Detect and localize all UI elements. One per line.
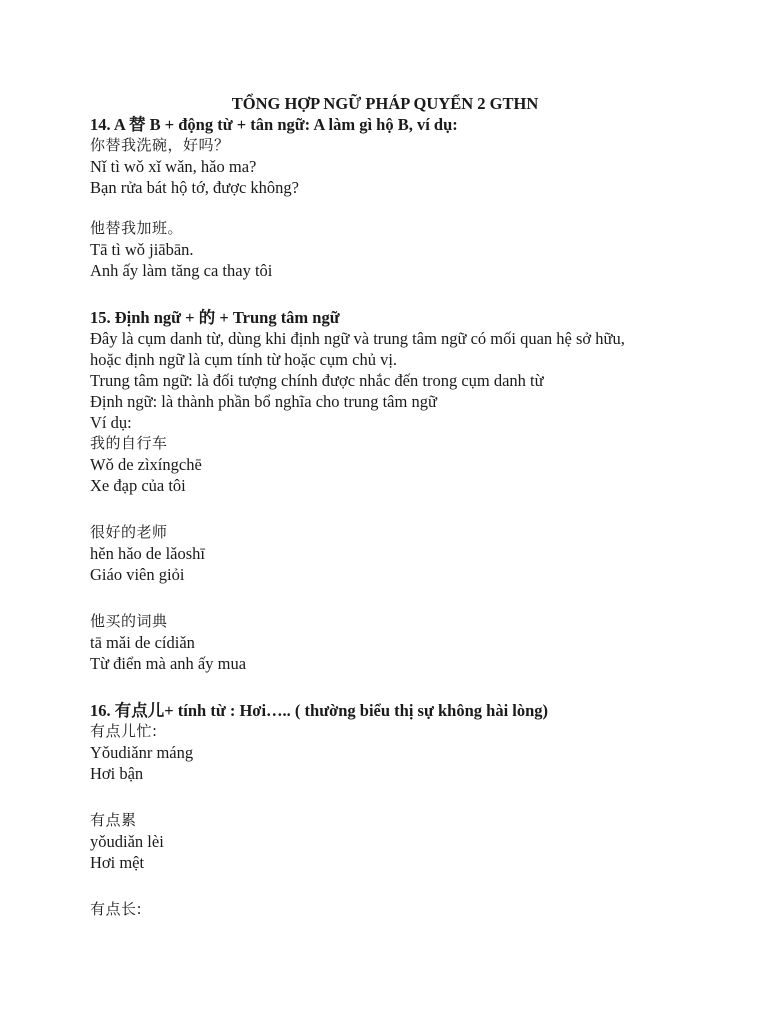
s14-example-1-meaning: Bạn rửa bát hộ tớ, được không?: [90, 178, 299, 197]
s15-example-2-meaning: Giáo viên giỏi: [90, 565, 185, 584]
spacer: [90, 873, 750, 899]
s15-example-label: Ví dụ:: [90, 413, 132, 432]
s16-example-1-meaning: Hơi bận: [90, 764, 144, 783]
s15-example-2-hanzi: 很好的老师: [90, 523, 168, 541]
document-title: TỔNG HỢP NGỮ PHÁP QUYỂN 2 GTHN: [231, 94, 539, 113]
spacer: [90, 496, 750, 522]
s15-description-line-2: hoặc định ngữ là cụm tính từ hoặc cụm chủ vị.: [90, 350, 398, 369]
s15-example-3-pinyin: tā mǎi de cídiǎn: [90, 633, 195, 652]
s14-example-2-meaning: Anh ấy làm tăng ca thay tôi: [90, 261, 273, 280]
s15-example-3-meaning: Từ điển mà anh ấy mua: [90, 654, 247, 673]
s16-example-2-pinyin: yǒudiǎn lèi: [90, 832, 164, 851]
s15-example-3-hanzi: 他买的词典: [90, 612, 168, 630]
spacer: [90, 784, 750, 810]
section-16-heading: 16. 有点儿+ tính từ : Hơi….. ( thường biểu thị sự không hài lòng): [90, 701, 549, 720]
spacer: [90, 281, 750, 307]
s15-example-1-pinyin: Wǒ de zìxíngchē: [90, 455, 202, 474]
s14-example-1-hanzi: 你替我洗碗，好吗？: [90, 136, 230, 154]
s14-example-2-hanzi: 他替我加班。: [90, 219, 184, 237]
spacer: [90, 674, 750, 700]
s16-example-1-hanzi: 有点儿忙:: [90, 722, 158, 740]
s16-example-2-meaning: Hơi mệt: [90, 853, 145, 872]
spacer: [90, 585, 750, 611]
section-14-heading: 14. A 替 B + động từ + tân ngữ: A làm gì hộ B, ví dụ:: [90, 115, 458, 134]
section-15-heading: 15. Định ngữ + 的 + Trung tâm ngữ: [90, 308, 340, 327]
s14-example-2-pinyin: Tā tì wǒ jiābān.: [90, 240, 194, 259]
s15-example-1-hanzi: 我的自行车: [90, 434, 168, 452]
s15-example-2-pinyin: hěn hǎo de lǎoshī: [90, 544, 206, 563]
s16-example-1-pinyin: Yǒudiǎnr máng: [90, 743, 194, 762]
s16-example-2-hanzi: 有点累: [90, 811, 137, 829]
document-body: [90, 114, 750, 920]
s15-example-1-meaning: Xe đạp của tôi: [90, 476, 186, 495]
s14-example-1-pinyin: Nǐ tì wǒ xǐ wǎn, hǎo ma?: [90, 157, 257, 176]
s15-description-line-4: Định ngữ: là thành phần bổ nghĩa cho trung tâm ngữ: [90, 392, 437, 411]
s15-description-line-1: Đây là cụm danh từ, dùng khi định ngữ và trung tâm ngữ có mối quan hệ sở hữu,: [90, 329, 625, 348]
s15-description-line-3: Trung tâm ngữ: là đối tượng chính được nhắc đến trong cụm danh từ: [90, 371, 544, 390]
spacer: [90, 198, 750, 218]
s16-example-3-hanzi: 有点长:: [90, 900, 143, 918]
